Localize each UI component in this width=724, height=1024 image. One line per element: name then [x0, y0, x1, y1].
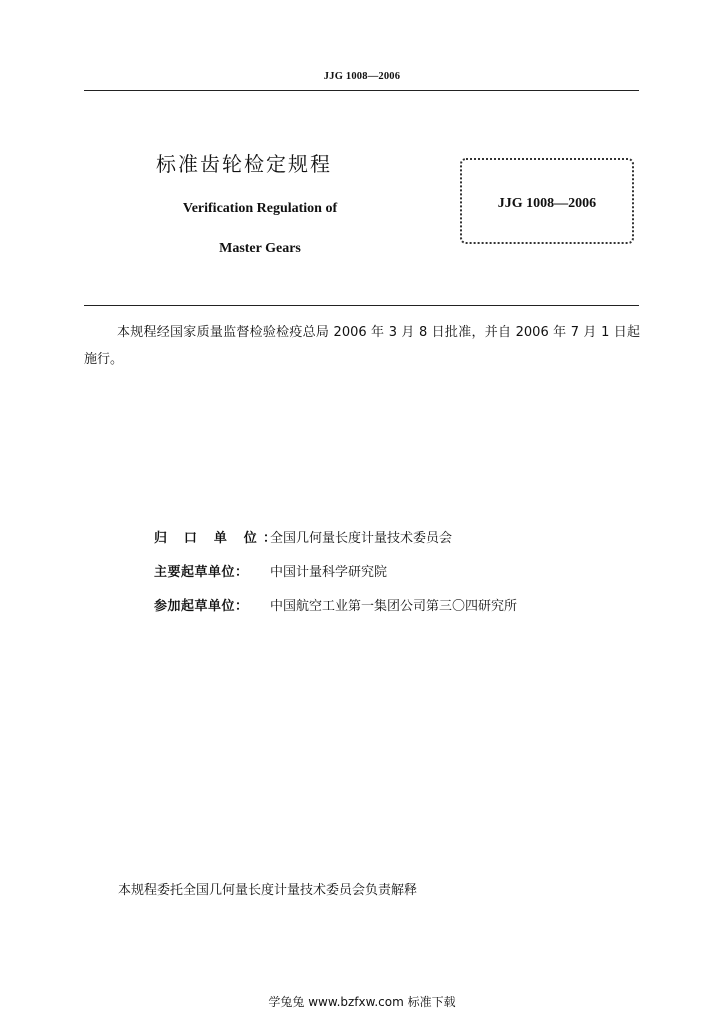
- document-title-chinese: 标准齿轮检定规程: [156, 152, 332, 176]
- document-title-english-line1: Verification Regulation of: [182, 201, 338, 216]
- organization-value: 中国航空工业第一集团公司第三〇四研究所: [270, 599, 518, 614]
- organization-value: 中国计量科学研究院: [270, 565, 388, 580]
- document-title-english-line2: Master Gears: [219, 241, 301, 256]
- organization-label: 主要起草单位：: [154, 565, 249, 580]
- interpretation-note: 本规程委托全国几何量长度计量技术委员会负责解释: [118, 883, 418, 898]
- standard-code-box-label: JJG 1008—2006: [497, 196, 597, 211]
- organization-value: 全国几何量长度计量技术委员会: [270, 531, 453, 546]
- organization-row-responsible: [154, 527, 452, 546]
- footer-watermark: 学兔兔 www.bzfxw.com 标准下载: [268, 995, 456, 1009]
- organization-label: 参加起草单位：: [154, 599, 249, 614]
- section-divider: [84, 305, 639, 306]
- approval-statement: 本规程经国家质量监督检验检疫总局 2006 年 3 月 8 日批准，并自 2006 年 7 月 1 日起施行。: [84, 325, 640, 367]
- header-divider: [84, 90, 639, 91]
- organization-label: 归 口 单 位：: [154, 531, 283, 546]
- header-standard-code: JJG 1008—2006: [323, 71, 401, 82]
- organization-row-main-drafter: [154, 561, 387, 580]
- organization-row-participating-drafter: [154, 595, 517, 614]
